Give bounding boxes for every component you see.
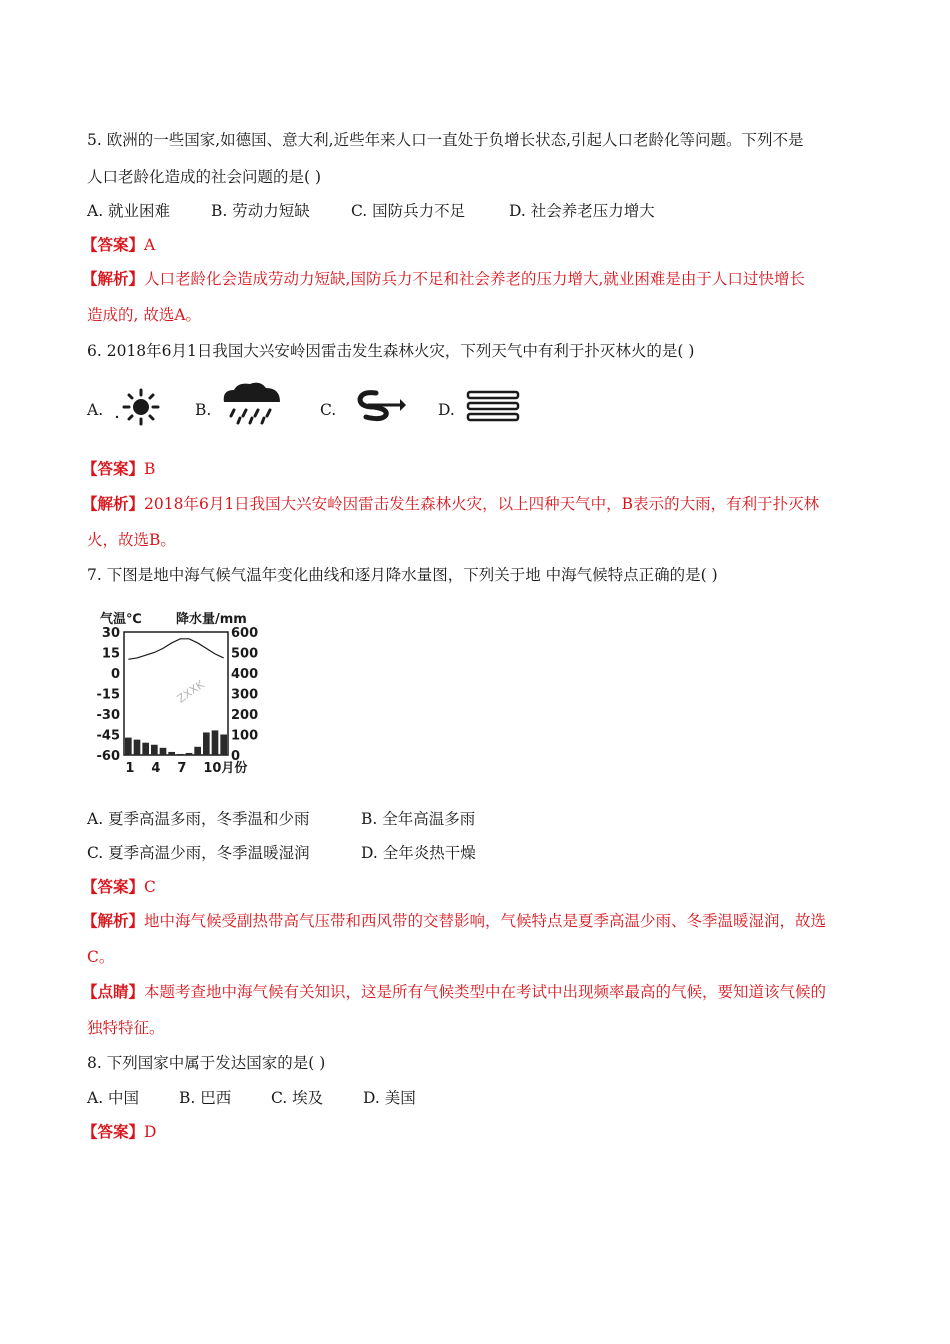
left-axis-label: 气温℃	[100, 612, 142, 627]
precip-bar	[151, 745, 158, 755]
q5-analysis-line2: 造成的, 故选A。	[87, 306, 202, 324]
q5-options	[87, 201, 655, 221]
left-tick-label: 30	[101, 626, 120, 641]
analysis-tag: 【解析】	[82, 269, 145, 288]
left-tick-label: -30	[96, 708, 120, 723]
precip-bar	[212, 730, 219, 755]
q6-option-c-label: C.	[320, 401, 337, 419]
precip-bar	[125, 738, 132, 755]
right-tick-label: 300	[231, 687, 259, 703]
left-ticks	[97, 626, 121, 764]
q7-option-d: D. 全年炎热干燥	[361, 844, 476, 862]
answer-tag: 【答案】	[82, 235, 145, 254]
q8-options	[87, 1088, 416, 1108]
right-ticks	[231, 626, 258, 764]
answer-value: C	[144, 878, 156, 896]
left-tick-label: 15	[101, 646, 120, 662]
q6-analysis-line2: 火，故选B。	[87, 531, 176, 549]
q7-options-row2	[87, 843, 476, 863]
x-tick-label: 7	[177, 761, 187, 776]
x-tick-label: 10月份	[203, 761, 248, 776]
q8-option-c: C. 埃及	[271, 1089, 324, 1107]
q6-analysis-line1	[82, 494, 819, 514]
answer-tag: 【答案】	[82, 1122, 145, 1141]
analysis-tag: 【解析】	[82, 494, 145, 513]
q5-stem-line2: 人口老龄化造成的社会问题的是( )	[87, 168, 322, 186]
temperature-line	[128, 639, 223, 660]
right-tick-label: 400	[231, 667, 259, 682]
q8-option-b: B. 巴西	[179, 1089, 232, 1107]
q6-option-b-label: B.	[195, 401, 212, 419]
q8-option-d: D. 美国	[363, 1089, 416, 1107]
precip-bar	[220, 735, 227, 756]
q7-analysis-line1	[82, 911, 826, 931]
q5-stem-line1: 5. 欧洲的一些国家,如德国、意大利,近些年来人口一直处于负增长状态,引起人口老龄化等问题。下列不是	[87, 131, 804, 149]
comment-text: 本题考查地中海气候有关知识，这是所有气候类型中在考试中出现频率最高的气候，要知道该气候的	[144, 983, 827, 1001]
answer-value: D	[144, 1123, 157, 1141]
comment-tag: 【点睛】	[82, 982, 145, 1001]
watermark: ZXXK	[174, 677, 207, 706]
left-tick-label: -60	[96, 749, 120, 764]
q8-answer	[82, 1122, 156, 1142]
q5-option-d: D. 社会养老压力增大	[509, 202, 655, 220]
right-axis-label: 降水量/mm	[176, 612, 247, 627]
q7-options-row1	[87, 809, 475, 829]
precip-bars	[125, 730, 227, 755]
q7-stem: 7. 下图是地中海气候气温年变化曲线和逐月降水量图，下列关于地 中海气候特点正确的是( )	[87, 566, 718, 584]
q5-answer	[82, 235, 155, 255]
q7-option-a: A. 夏季高温多雨，冬季温和少雨	[87, 810, 310, 828]
analysis-text: 人口老龄化会造成劳动力短缺,国防兵力不足和社会养老的压力增大,就业困难是由于人口过快增长	[144, 270, 805, 288]
left-tick-label: 0	[110, 667, 120, 682]
precip-bar	[134, 740, 141, 755]
precip-bar	[168, 752, 175, 755]
right-tick-label: 600	[231, 626, 259, 641]
left-tick-label: -45	[96, 728, 120, 744]
precip-bar	[177, 754, 184, 755]
right-tick-label: 0	[231, 749, 241, 764]
answer-value: B	[144, 460, 156, 478]
q8-option-a: A. 中国	[87, 1089, 140, 1107]
right-tick-label: 100	[231, 728, 259, 744]
q7-comment-line2: 独特特征。	[87, 1019, 165, 1037]
rain-cloud-icon	[220, 380, 284, 430]
right-tick-label: 200	[231, 708, 259, 723]
analysis-text: 2018年6月1日我国大兴安岭因雷击发生森林火灾，以上四种天气中，B表示的大雨，有利于扑灭林	[144, 495, 820, 513]
q7-option-c: C. 夏季高温少雨，冬季温暖湿润	[87, 844, 310, 862]
x-ticks	[125, 760, 247, 776]
q7-comment-line1	[82, 982, 826, 1002]
sun-icon	[113, 387, 161, 433]
typhoon-icon	[348, 387, 408, 427]
answer-tag: 【答案】	[82, 877, 145, 896]
q6-option-d-label: D.	[438, 401, 455, 419]
fog-icon	[466, 390, 520, 426]
q6-stem: 6. 2018年6月1日我国大兴安岭因雷击发生森林火灾，下列天气中有利于扑灭林火的是( )	[87, 342, 695, 360]
answer-tag: 【答案】	[82, 459, 145, 478]
q7-option-b: B. 全年高温多雨	[361, 810, 476, 828]
q5-option-b: B. 劳动力短缺	[211, 202, 310, 220]
analysis-tag: 【解析】	[82, 911, 145, 930]
q5-analysis-line1	[82, 269, 805, 289]
climate-chart	[88, 605, 263, 781]
q5-option-a: A. 就业困难	[87, 202, 171, 220]
q6-option-a-label: A.	[87, 401, 104, 419]
precip-bar	[142, 743, 149, 755]
precip-bar	[160, 748, 167, 755]
answer-value: A	[144, 236, 156, 254]
precip-bar	[186, 753, 193, 755]
q7-answer	[82, 877, 156, 897]
precip-bar	[194, 747, 201, 755]
q8-stem: 8. 下列国家中属于发达国家的是( )	[87, 1054, 326, 1072]
x-tick-label: 1	[125, 761, 135, 776]
q7-analysis-line2: C。	[87, 948, 115, 966]
right-tick-label: 500	[231, 646, 259, 662]
q6-answer	[82, 459, 155, 479]
precip-bar	[203, 732, 210, 755]
analysis-text: 地中海气候受副热带高气压带和西风带的交替影响，气候特点是夏季高温少雨、冬季温暖湿润，故选	[144, 912, 827, 930]
q5-option-c: C. 国防兵力不足	[351, 202, 466, 220]
x-tick-label: 4	[151, 761, 161, 776]
left-tick-label: -15	[96, 687, 120, 703]
